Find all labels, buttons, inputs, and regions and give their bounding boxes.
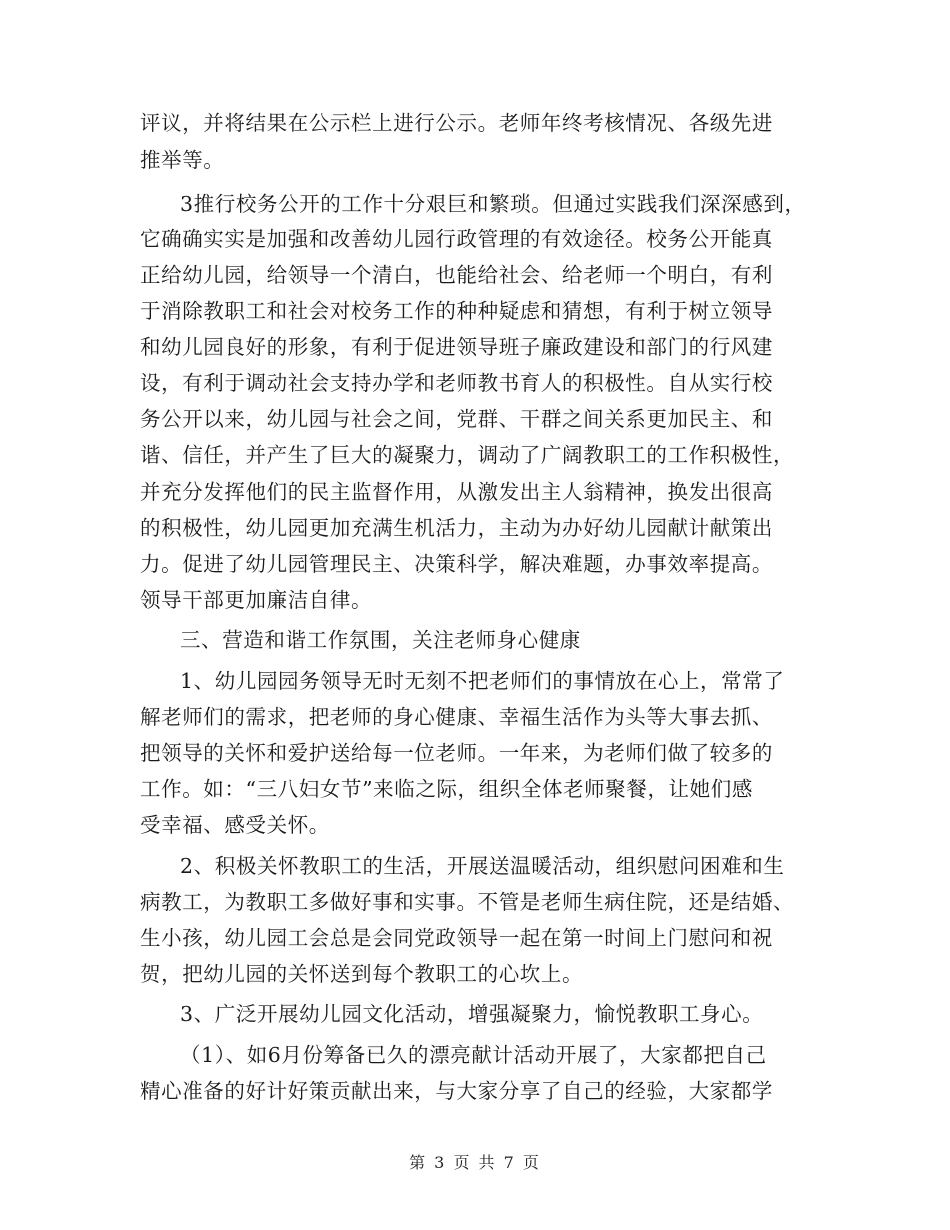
text-line: 解老师们的需求，把老师的身心健康、幸福生活作为头等大事去抓、 (140, 705, 773, 729)
text-line: 2、积极关怀教职工的生活，开展送温暖活动，组织慰问困难和生 (180, 854, 785, 878)
text-line: 评议，并将结果在公示栏上进行公示。老师年终考核情况、各级先进 (140, 111, 773, 135)
text-line: 贺，把幼儿园的关怀送到每个教职工的心坎上。 (140, 962, 584, 986)
text-line: 1、幼儿园园务领导无时无刻不把老师们的事情放在心上，常常了 (180, 669, 785, 693)
text-line: 把领导的关怀和爱护送给每一位老师。一年来，为老师们做了较多的 (140, 741, 773, 765)
text-line: 正给幼儿园，给领导一个清白，也能给社会、给老师一个明白，有利 (140, 263, 773, 287)
text-line: 它确确实实是加强和改善幼儿园行政管理的有效途径。校务公开能真 (140, 227, 773, 251)
text-line: 领导干部更加廉洁自律。 (140, 588, 373, 612)
text-line: 力。促进了幼儿园管理民主、决策科学，解决难题，办事效率提高。 (140, 552, 773, 576)
text-line: 设，有利于调动社会支持办学和老师教书育人的积极性。自从实行校 (140, 371, 773, 395)
text-line: （1）、如6月份筹备已久的漂亮献计活动开展了，大家都把自己 (180, 1043, 767, 1067)
text-line: 推举等。 (140, 148, 225, 172)
text-line: 精心准备的好计好策贡献出来，与大家分享了自己的经验，大家都学 (140, 1079, 773, 1103)
text-line: 受幸福、感受关怀。 (140, 813, 330, 837)
text-line: 3推行校务公开的工作十分艰巨和繁琐。但通过实践我们深深感到， (180, 192, 806, 216)
text-line: 工作。如：“三八妇女节”来临之际，组织全体老师聚餐，让她们感 (140, 777, 753, 801)
section-heading: 三、营造和谐工作氛围，关注老师身心健康 (180, 628, 581, 652)
text-line: 于消除教职工和社会对校务工作的种种疑虑和猜想，有利于树立领导 (140, 299, 773, 323)
text-line: 务公开以来，幼儿园与社会之间，党群、干群之间关系更加民主、和 (140, 407, 773, 431)
text-line: 3、广泛开展幼儿园文化活动，增强凝聚力，愉悦教职工身心。 (180, 1002, 764, 1026)
text-line: 谐、信任，并产生了巨大的凝聚力，调动了广阔教职工的工作积极性， (140, 443, 795, 467)
text-line: 的积极性，幼儿园更加充满生机活力，主动为办好幼儿园献计献策出 (140, 516, 773, 540)
text-line: 和幼儿园良好的形象，有利于促进领导班子廉政建设和部门的行风建 (140, 335, 773, 359)
page-number-footer: 第 3 页 共 7 页 (409, 1153, 541, 1172)
text-line: 病教工，为教职工多做好事和实事。不管是老师生病住院，还是结婚、 (140, 890, 795, 914)
text-line: 并充分发挥他们的民主监督作用，从激发出主人翁精神，换发出很高 (140, 480, 773, 504)
text-line: 生小孩，幼儿园工会总是会同党政领导一起在第一时间上门慰问和祝 (140, 926, 773, 950)
